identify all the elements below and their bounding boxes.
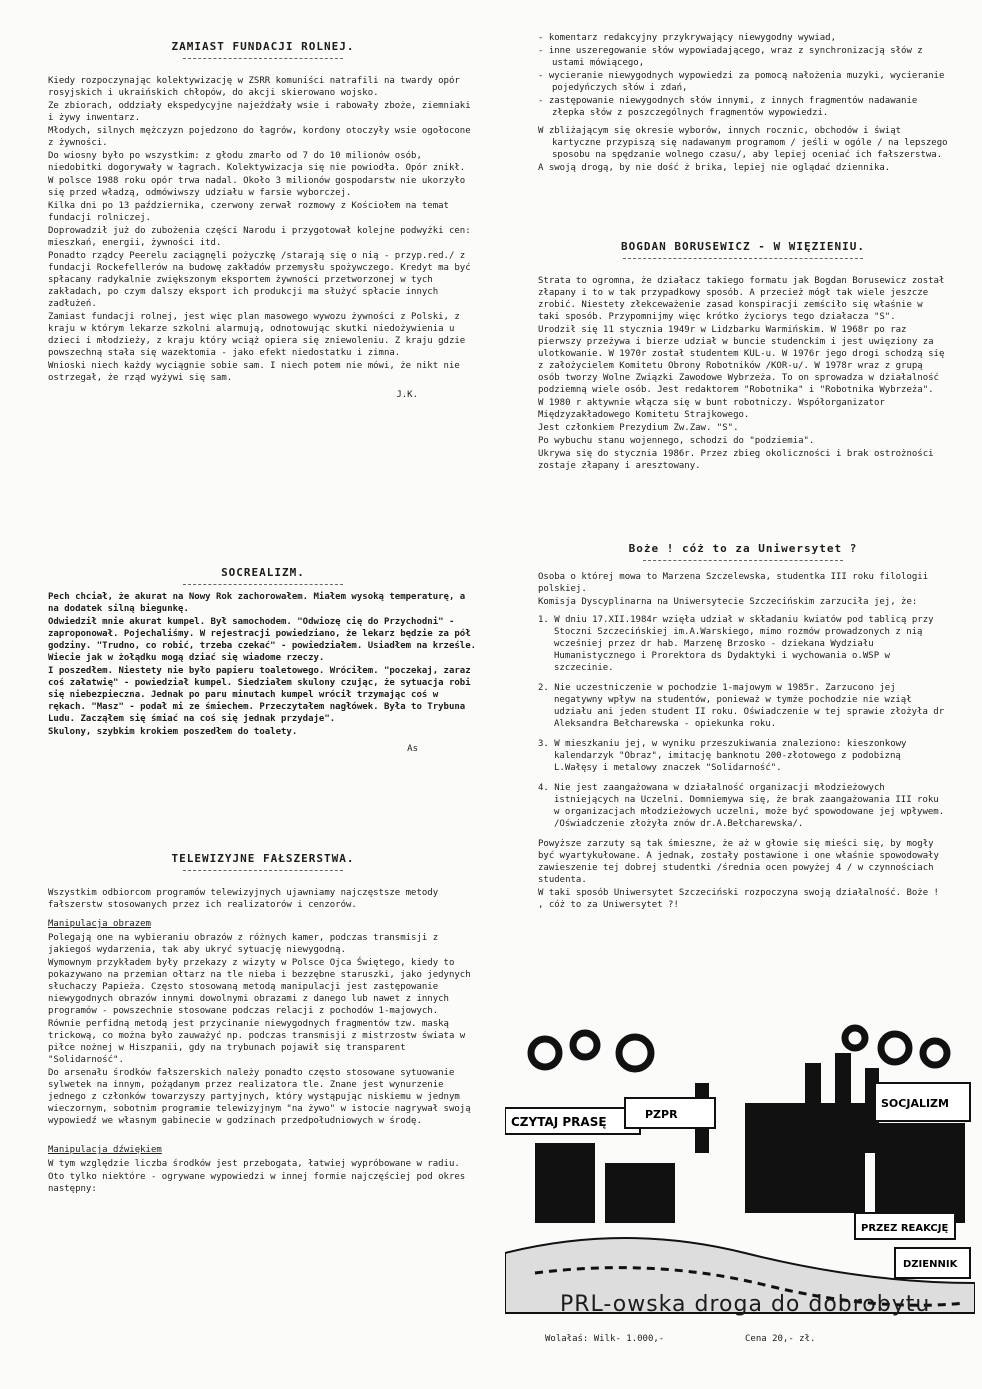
- paragraph: Jest członkiem Prezydium Zw.Zaw. "S".: [538, 423, 739, 433]
- cartoon-caption: PRL-owska droga do dobrobytu: [560, 1292, 931, 1317]
- paragraph: Ponadto rządcy Peerelu zaciągnęli pożyczkę /starają się o nią - przyp.red./ z fundacji Rockefellerów na budowę zakładów przemysłu spożywczego. Kredyt ma być spłacany radykalnie zwiększonym eksportem żywności przetworzonej w tych zakładach, po czym dalszy eksport ich produkcji ma służyć spłacie innych zadłużeń.: [48, 251, 477, 309]
- price-note: Wolałaś: Wilk- 1.000,-: [545, 1334, 665, 1344]
- price-tag: Cena 20,- zł.: [745, 1334, 816, 1344]
- paragraph: Pech chciał, że akurat na Nowy Rok zachorowałem. Miałem wysoką temperaturę, a na dodatek silną biegunkę.: [48, 592, 471, 614]
- list-item: - wycieranie niewygodnych wypowiedzi za pomocą nałożenia muzyki, wycieranie pojedyńczych słów i zdań,: [538, 71, 950, 93]
- article-fundacja: [48, 40, 478, 400]
- list-item: 2. Nie uczestniczenie w pochodzie 1-majowym w 1985r. Zarzucono jej negatywny wpływ na studentów, ponieważ w tymże pochodzie nie wziął udziału ani jeden student II roku. Oświadczenie w tej sprawie złożyła dr Aleksandra Bełcharewska - opiekunka roku.: [538, 683, 950, 729]
- article-outro: [538, 838, 948, 911]
- paragraph: Powyższe zarzuty są tak śmieszne, że aż w głowie się mieści się, by mogły być wyartykułowane. A jednak, zostały postawione i one właśnie spowodowały zawieszenie tej dobrej studentki /średnia ocen powyżej 4 / w czynnościach studenta.: [538, 839, 945, 885]
- paragraph: Strata to ogromna, że działacz takiego formatu jak Bogdan Borusewicz został złapany i to w tak przypadkowy sposób. A przecież mógł tak wiele jeszcze zrobić. Niestety złekceważenie zasad konspiracji zemściło się właśnie w taki sposób. Przypomnijmy więc krótko życiorys tego działacza "S".: [538, 276, 950, 322]
- paragraph: Młodych, silnych mężczyzn pojedzono do łagrów, kordony otoczyły wsie ogołocone z żywności.: [48, 126, 477, 148]
- article-body: [48, 932, 478, 1127]
- paragraph: W tym względzie liczba środków jest przebogata, łatwiej wypróbowane w radiu.: [48, 1159, 460, 1169]
- cartoon-illustration: [505, 1023, 975, 1333]
- title-underline: [643, 559, 843, 561]
- signature: J.K.: [396, 390, 418, 400]
- paragraph: Polegają one na wybieraniu obrazów z różnych kamer, podczas transmisji z jakiegoś wydarzenia, tak aby ukryć sytuację niewygodną.: [48, 933, 444, 955]
- title-underline: [183, 57, 343, 59]
- paragraph: I poszedłem. Niestety nie było papieru toaletowego. Wróciłem. "poczekaj, zaraz coś załatwię" - powiedział kumpel. Siedziałem skulony czując, że sytuacja robi się niebezpieczna. Jednak po paru minutach kumpel wrócił trzymając coś w rękach. "Masz" - podał mi ze śmiechem. Przeczytałem nagłówek. Była to Trybuna Ludu. Zacząłem się śmiać na coś się jednak przydaje".: [48, 666, 477, 724]
- article-body: [538, 275, 948, 472]
- list: [538, 32, 948, 119]
- charges-list: [538, 614, 948, 830]
- paragraph: Osoba o której mowa to Marzena Szczelewska, studentka III roku filologii polskiej.: [538, 572, 934, 594]
- manipulation-list: [538, 32, 953, 175]
- paragraph: W 1980 r aktywnie włącza się w bunt robotniczy. Współorganizator Międzyzakładowego Komitetu Strajkowego.: [538, 398, 891, 420]
- paragraph: Ukrywa się do stycznia 1986r. Przez zbieg okoliczności i brak ostrożności zostaje złapany i aresztowany.: [538, 449, 939, 471]
- paragraph: Ze zbiorach, oddziały ekspedycyjne najeżdżały wsie i rabowały zboże, ziemniaki i żywy inwentarz.: [48, 101, 477, 123]
- list-item: 4. Nie jest zaangażowana w działalność organizacji młodzieżowych istniejących na Uczelni. Domniemywa się, że brak zaangażowania III roku w organizacjach młodzieżowych uczelni, może być spowodowane jej wpływem. /Oświadczenie złożyła znów dr.A.Bełcharewska/.: [538, 783, 950, 829]
- article-title: TELEWIZYJNE FAŁSZERSTWA.: [171, 852, 355, 865]
- paragraph: Urodził się 11 stycznia 1949r w Lidzbarku Warmińskim. W 1968r po raz pierwszy przeżywa i bierze udział w buncie studenckim i jest uwięziony za ulotkowanie. W 1970r został studentem KUL-u. W 1976r jego drogi schodzą się z założycielem Komitetu Obrony Robotników /KOR-u/. W 1978r wraz z grupą osób tworzy Wolne Związki Zawodowe Wybrzeża. To on sprowadza w działalność podziemną wiele osób. Jest redaktorem "Robotnika" i "Robotnika Wybrzeża".: [538, 325, 950, 395]
- paragraph: Komisja Dyscyplinarna na Uniwersytecie Szczecińskim zarzuciła jej, że:: [538, 597, 918, 607]
- list-notes: [538, 125, 953, 174]
- paragraph: Odwiedził mnie akurat kumpel. Był samochodem. "Odwiozę cię do Przychodni" - zaproponował. Pojechaliśmy. W rejestracji powiedziano, że lekarz będzie za pół godziny. "Trudno, co robić, trzeba czekać" - powiedziałem. Usiadłem na krześle. Wiecie jak w żołądku mogą dziać się wiadome rzeczy.: [48, 617, 482, 663]
- paragraph: W taki sposób Uniwersytet Szczeciński rozpoczyna swoją działalność. Boże ! , cóż to za Uniwersytet ?!: [538, 888, 945, 910]
- paragraph: Kilka dni po 13 października, czerwony zerwał rozmowy z Kościołem na temat fundacji rolniczej.: [48, 201, 455, 223]
- subheading: Manipulacja dźwiękiem: [48, 1145, 162, 1155]
- banner-text: DZIENNIK: [903, 1259, 958, 1270]
- article-uniwersytet: [538, 542, 948, 912]
- article-socrealizm: [48, 566, 482, 754]
- paragraph: W polsce 1988 roku opór trwa nadal. Około 3 milionów gospodarstw nie ukorzyło się przed władzą, odmówiwszy udziału w farsie wyborczej.: [48, 176, 471, 198]
- banner-text: PRZEZ REAKCJĘ: [861, 1223, 949, 1234]
- article-title: ZAMIAST FUNDACJI ROLNEJ.: [171, 40, 355, 53]
- article-intro: [538, 571, 948, 608]
- paragraph: Równie perfidną metodą jest przycinanie niewygodnych fragmentów tzw. maską trickową, co można było zauważyć np. podczas transmisji z mistrzostw świata w piłce nożnej w Hiszpanii, gdy na trybunach pojawił się transparent "Solidarność".: [48, 1019, 471, 1065]
- list-item: 1. W dniu 17.XII.1984r wzięła udział w składaniu kwiatów pod tablicą przy Stoczni Szczecińskiej im.A.Warskiego, mimo rozmów prowadzonych z nią wcześniej przez dr hab. Marzenę Brzosko - dziekana Wydziału Humanistycznego i Prorektora ds Dydaktyki i wychowania o.WSP w szczecinie.: [538, 615, 939, 673]
- paragraph: Do wiosny było po wszystkim: z głodu zmarło od 7 do 10 milionów osób, niedobitki dogorywały w łagrach. Kolektywizacja się nie powiodła. Opór znikł.: [48, 151, 466, 173]
- signature: As: [407, 744, 418, 754]
- title-underline: [183, 583, 343, 585]
- banner-text: SOCJALIZM: [881, 1097, 949, 1110]
- paragraph: Skulony, szybkim krokiem poszedłem do toalety.: [48, 727, 298, 737]
- article-title: SOCREALIZM.: [221, 566, 305, 579]
- article-intro: Wszystkim odbiorcom programów telewizyjnych ujawniamy najczęstsze metody fałszerstw stosowanych przez ich realizatorów i cenzorów.: [48, 888, 444, 910]
- article-body: [48, 1158, 478, 1195]
- article-title: BOGDAN BORUSEWICZ - W WIĘZIENIU.: [621, 240, 865, 253]
- list-item: - komentarz redakcyjny przykrywający niewygodny wywiad,: [538, 33, 837, 43]
- article-borusewicz: [538, 240, 948, 473]
- title-underline: [623, 257, 863, 259]
- paragraph: W zbliżającym się okresie wyborów, innych rocznic, obchodów i świąt kartyczne przypiszą się nadawanym programom / jeśli w ogóle / na lepszego sposobu na spędzanie wolnego czasu/, aby lepiej oceniać ich fałszerstwa.: [538, 126, 953, 160]
- paragraph: Wnioski niech każdy wyciągnie sobie sam. I niech potem nie mówi, że nikt nie ostrzegał, że rząd wyżywi się sam.: [48, 361, 466, 383]
- paragraph: Zamiast fundacji rolnej, jest więc plan masowego wywozu żywności z Polski, z kraju w którym lekarze szkolni alarmują, odnotowując skutki niedożywienia u dzieci i młodzieży, z kraju który wciąż opiera się zniewoleniu. Z kraju gdzie powszechną stała się wazektomia - jako efekt niedostatku i zimna.: [48, 312, 471, 358]
- article-tv: [48, 852, 478, 1196]
- paragraph: Oto tylko niektóre - ogrywane wypowiedzi w innej formie najczęściej pod okres następny:: [48, 1172, 471, 1194]
- banner-text: PZPR: [645, 1108, 678, 1121]
- article-title: Boże ! cóż to za Uniwersytet ?: [628, 542, 858, 555]
- banner-text: CZYTAJ PRASĘ: [511, 1115, 607, 1129]
- paragraph: Po wybuchu stanu wojennego, schodzi do "podziemia".: [538, 436, 815, 446]
- paragraph: Do arsenału środków fałszerskich należy ponadto często stosowane sytuowanie sylwetek na innym, pożądanym przez realizatora tle. Znane jest wynurzenie jednego z członków towarzyszy partyjnych, który wystąpując niskiemu w jednym wieczornym, sobotnim programie telewizyjnym "na żywo" w istocie nagrywał swoją wypowiedź we własnym gabinecie w godzinach przedpołudniowych w środę.: [48, 1068, 477, 1126]
- subheading: Manipulacja obrazem: [48, 919, 151, 929]
- list-item: - zastępowanie niewygodnych słów innymi, z innych fragmentów nadawanie złepka słów z poszczególnych fragmentów wypowiedzi.: [538, 96, 923, 118]
- list-item: - inne uszeregowanie słów wypowiadającego, wraz z synchronizacją słów z ustami mówiącego,: [538, 46, 929, 68]
- article-body: [48, 75, 478, 384]
- paragraph: Wymownym przykładem były przekazy z wizyty w Polsce Ojca Świętego, kiedy to pokazywano na przemian ołtarz na tle nieba i bezzębne staruszki, jako jedynych słuchaczy Papieża. Często stosowaną metodą manipulacji jest zastępowanie niewygodnych obrazów innymi dowolnymi obrazami z danego lub nawet z innych programów - powszechnie stosowane podczas relacji z pochodów 1-majowych.: [48, 958, 477, 1016]
- title-underline: [183, 869, 343, 871]
- paragraph: Doprowadził już do zubożenia części Narodu i przygotował kolejne podwyżki cen: mieszkań, energii, żywności itd.: [48, 226, 477, 248]
- paragraph: Kiedy rozpoczynając kolektywizację w ZSRR komuniści natrafili na twardy opór rosyjskich i ukraińskich chłopów, do akcji skierowano wojsko.: [48, 76, 466, 98]
- article-body: [48, 591, 482, 738]
- list-item: 3. W mieszkaniu jej, w wyniku przeszukiwania znaleziono: kieszonkowy kalendarzyk "Obraz", imitację banknotu 200-złotowego z podobizną L.Wałęsy i metalowy znaczek "Solidarność".: [538, 739, 912, 773]
- paragraph: A swoją drogą, by nie dość ż brika, lepiej nie oglądać dziennika.: [538, 163, 891, 173]
